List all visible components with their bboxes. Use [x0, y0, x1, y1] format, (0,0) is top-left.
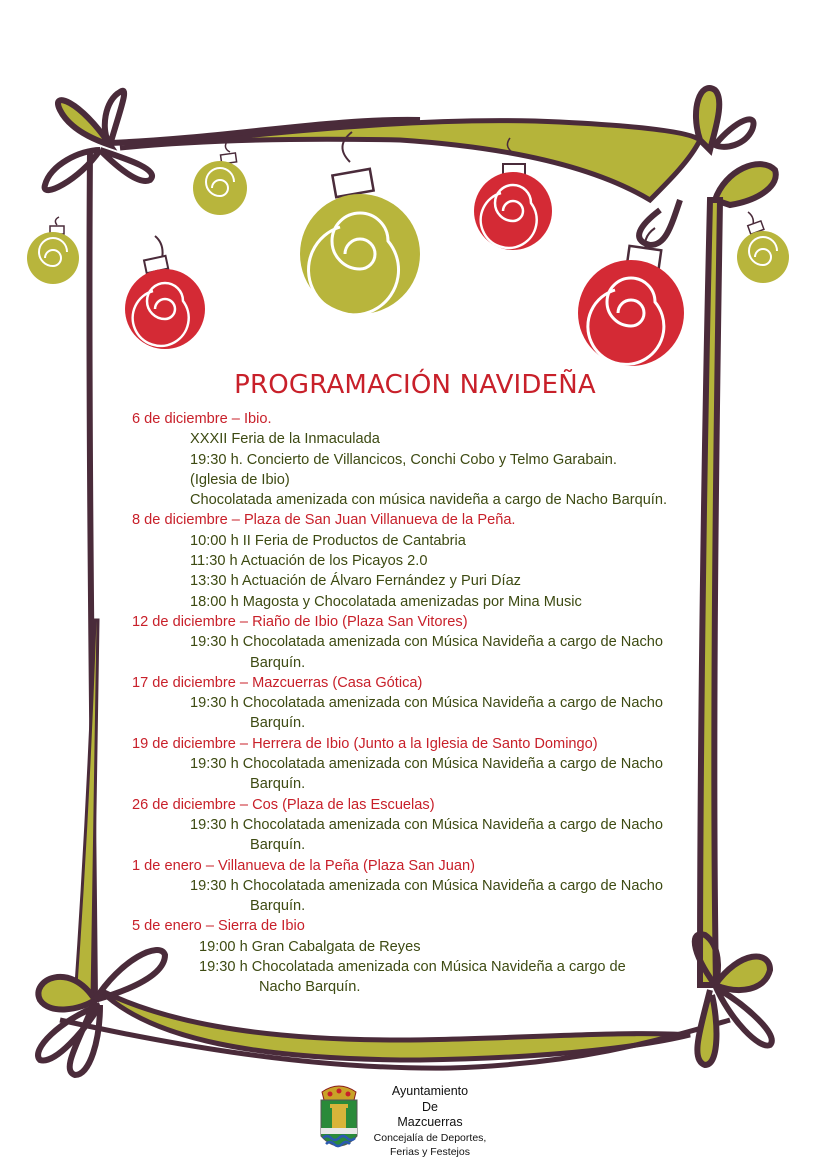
ornament-small-olive-top: [193, 140, 247, 215]
section-heading: 1 de enero – Villanueva de la Peña (Plaza San Juan): [132, 857, 475, 874]
footer-line: Concejalía de Deportes,: [373, 1131, 487, 1144]
event-item: [132, 957, 732, 998]
event-item: 19:30 h. Concierto de Villancicos, Conchi Cobo y Telmo Garabain.: [190, 451, 617, 468]
section-heading: 12 de diciembre – Riaño de Ibio (Plaza San Vitores): [132, 613, 468, 630]
program-section: [132, 409, 732, 510]
event-item: (Iglesia de Ibio): [190, 471, 290, 488]
event-text: 19:30 h Chocolatada amenizada con Música Navideña a cargo de Nacho: [190, 816, 663, 833]
event-text-continuation: Barquín.: [250, 776, 306, 793]
event-item: [132, 693, 732, 734]
footer-line: Mazcuerras: [397, 1115, 463, 1129]
event-item: [132, 815, 732, 856]
ornament-small-olive-right: [737, 212, 789, 283]
footer-organization: [360, 1084, 500, 1159]
event-text: 19:30 h Chocolatada amenizada con Música Navideña a cargo de Nacho: [190, 756, 663, 773]
section-heading: 17 de diciembre – Mazcuerras (Casa Gótica): [132, 674, 423, 691]
event-text: 19:30 h Chocolatada amenizada con Música Navideña a cargo de Nacho: [190, 634, 663, 651]
event-text: 19:30 h Chocolatada amenizada con Música Navideña a cargo de Nacho: [190, 695, 663, 712]
program-section: [132, 795, 732, 856]
event-item: 19:00 h Gran Cabalgata de Reyes: [199, 938, 421, 955]
event-text-continuation: Barquín.: [250, 837, 306, 854]
section-heading: 6 de diciembre – Ibio.: [132, 411, 272, 427]
program-section: [132, 734, 732, 795]
ornament-red-large-right: [578, 228, 684, 366]
event-item: 13:30 h Actuación de Álvaro Fernández y Puri Díaz: [190, 573, 521, 590]
event-text-continuation: Barquín.: [250, 654, 306, 671]
event-item: [132, 876, 732, 917]
program-section: [132, 612, 732, 673]
event-text-continuation: Barquín.: [250, 898, 306, 915]
section-heading: 26 de diciembre – Cos (Plaza de las Escuelas): [132, 796, 435, 813]
section-heading: 19 de diciembre – Herrera de Ibio (Junto a la Iglesia de Santo Domingo): [132, 735, 598, 752]
program-section: [132, 510, 732, 611]
event-text: 19:30 h Chocolatada amenizada con Música Navideña a cargo de Nacho: [190, 877, 663, 894]
page-title: PROGRAMACIÓN NAVIDEÑA: [234, 370, 596, 400]
event-item: 10:00 h II Feria de Productos de Cantabria: [190, 532, 466, 549]
bottom-ribbon: [60, 990, 730, 1068]
program-section: [132, 916, 732, 997]
coat-of-arms-icon: [316, 1080, 362, 1158]
event-item: 18:00 h Magosta y Chocolatada amenizadas por Mina Music: [190, 593, 582, 610]
event-text-continuation: Nacho Barquín.: [259, 979, 361, 996]
footer-line: Ayuntamiento: [391, 1084, 469, 1098]
event-text: 19:30 h Chocolatada amenizada con Música Navideña a cargo de: [199, 959, 626, 976]
section-heading: 5 de enero – Sierra de Ibio: [132, 918, 305, 935]
section-heading: 8 de diciembre – Plaza de San Juan Villanueva de la Peña.: [132, 512, 516, 529]
ornament-small-olive-left: [27, 217, 79, 284]
event-item: 11:30 h Actuación de los Picayos 2.0: [190, 553, 428, 570]
program-list: [132, 409, 732, 998]
ornament-large-olive-center: [300, 132, 420, 315]
footer-line: Ferias y Festejos: [390, 1145, 470, 1158]
ornament-red-left: [125, 236, 205, 349]
program-section: [132, 856, 732, 917]
program-section: [132, 673, 732, 734]
event-item: Chocolatada amenizada con música navideña a cargo de Nacho Barquín.: [190, 492, 668, 509]
event-text-continuation: Barquín.: [250, 715, 306, 732]
footer-line: De: [422, 1099, 438, 1114]
event-item: [132, 754, 732, 795]
event-item: XXXII Feria de la Inmaculada: [190, 431, 380, 448]
event-item: [132, 632, 732, 673]
